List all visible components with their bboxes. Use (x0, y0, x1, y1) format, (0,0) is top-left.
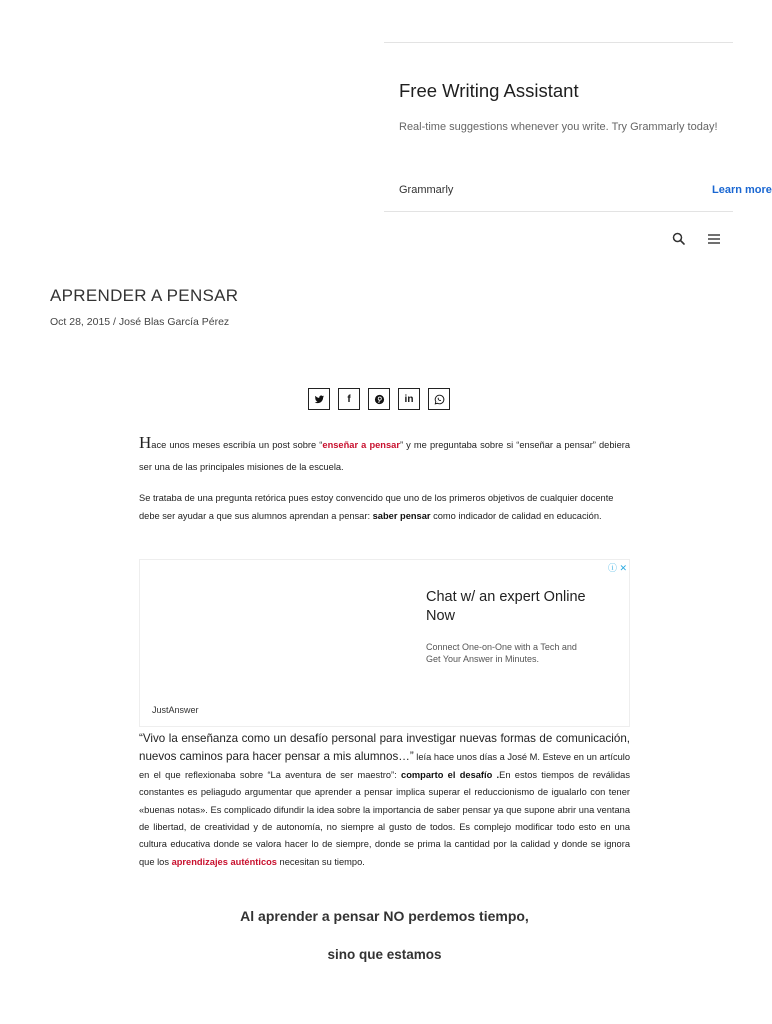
whatsapp-icon (434, 394, 445, 405)
article-paragraph-3 (139, 730, 630, 871)
share-facebook-button[interactable] (338, 388, 360, 410)
section-heading-1: Al aprender a pensar NO perdemos tiempo, (240, 908, 529, 924)
paragraph-text: ” y me preguntaba sobre si “enseñar a pensar” debiera ser una de las principales misiones de la escuela. (139, 440, 631, 472)
article-paragraph-1 (139, 432, 630, 478)
paragraph-text: En estos tiempos de reválidas constantes es peliagudo argumentar que aprender a pensar implica superar el reduccionismo de igualarlo con tener «buenas notas». Es complicado difundir la idea sobre la importancia de saber pensar ya que supone abrir una ventana de libertad, de creatividad y de autonomía, no siempre al gusto de todos. Es complejo modificar todo esto en una cultura educativa donde se valora hacer lo de siempre, donde se prima la cantidad por la calidad y donde se ignora que los (139, 769, 630, 867)
adchoices-icon[interactable]: ⓘ ✕ (607, 563, 627, 573)
share-pinterest-button[interactable] (368, 388, 390, 410)
ad-learn-more-link[interactable]: Learn more (712, 184, 772, 196)
quote-lead: “Vivo la enseñanza como un desafío personal para investigar nuevas formas de comunicación, nuevos caminos para hacer pensar a mis alumnos…” (139, 732, 630, 764)
share-twitter-button[interactable] (308, 388, 330, 410)
pinterest-icon (374, 394, 385, 405)
share-linkedin-button[interactable] (398, 388, 420, 410)
paragraph-text: ace unos meses escribía un post sobre “ (151, 440, 323, 450)
paragraph-text: leía hace unos días a José M. Esteve en un artículo en el que reflexionaba sobre “La aventura de ser maestro”: (139, 752, 631, 780)
post-meta: Oct 28, 2015 / José Blas García Pérez (50, 316, 230, 328)
post-title: APRENDER A PENSAR (50, 286, 239, 305)
bold-text: saber pensar (372, 510, 431, 521)
facebook-icon: f (347, 393, 351, 405)
ad-divider-top (384, 42, 733, 43)
ad-brand[interactable]: Grammarly (399, 184, 454, 196)
share-whatsapp-button[interactable] (428, 388, 450, 410)
twitter-icon (314, 394, 325, 405)
article-paragraph-2 (139, 490, 630, 525)
inline-ad-description: Connect One-on-One with a Tech and Get Your Answer in Minutes. (426, 642, 577, 664)
link-ensenar-a-pensar[interactable]: enseñar a pensar (322, 440, 400, 450)
top-ad[interactable] (384, 42, 772, 212)
ad-description: Real-time suggestions whenever you write. Try Grammarly today! (399, 121, 718, 133)
menu-icon[interactable] (706, 231, 722, 247)
paragraph-text: Se trataba de una pregunta retórica pues estoy convencido que uno de los primeros objetivos de cualquier docente debe ser ayudar a que sus alumnos aprendan a pensar: (139, 493, 614, 521)
inline-ad-brand[interactable]: JustAnswer (152, 705, 199, 715)
share-bar (308, 388, 450, 410)
inline-ad[interactable] (139, 559, 630, 727)
dropcap: H (139, 433, 152, 452)
ad-title[interactable]: Free Writing Assistant (399, 80, 579, 101)
section-heading-2: sino que estamos (327, 947, 442, 962)
link-aprendizajes-autenticos[interactable]: aprendizajes auténticos (171, 856, 277, 867)
paragraph-text: como indicador de calidad en educación. (430, 510, 602, 521)
paragraph-text: necesitan su tiempo. (276, 856, 365, 867)
inline-ad-title[interactable]: Chat w/ an expert Online Now (426, 589, 586, 624)
search-icon[interactable] (671, 231, 687, 247)
linkedin-icon: in (404, 393, 414, 405)
ad-divider-bottom (384, 211, 733, 212)
bold-text: comparto el desafío . (401, 769, 500, 780)
